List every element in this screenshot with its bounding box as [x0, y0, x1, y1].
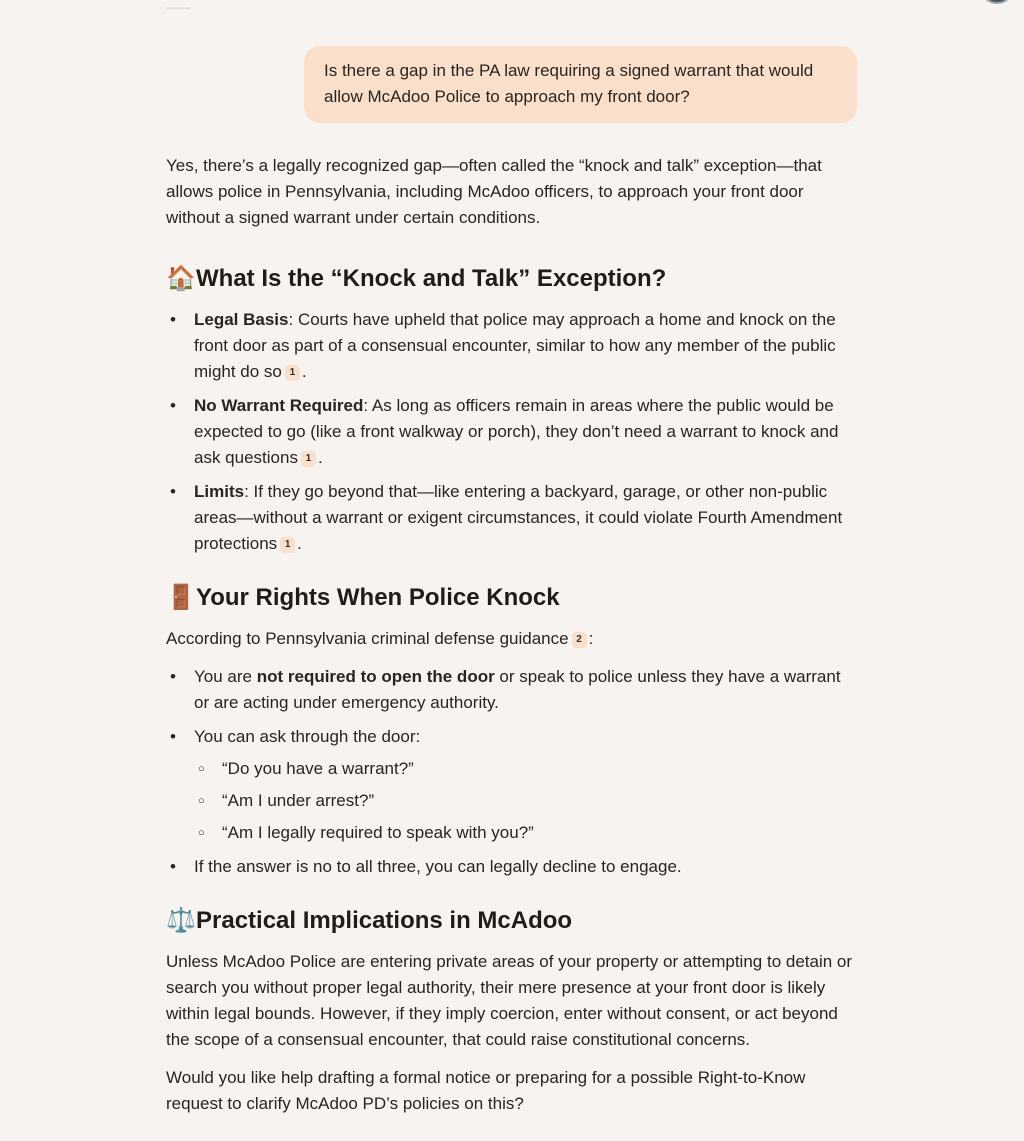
avatar[interactable] — [980, 0, 1014, 4]
list-item — [166, 393, 858, 471]
list-item — [166, 479, 858, 557]
section-heading-your-rights — [166, 582, 858, 614]
practical-implications-body: Unless McAdoo Police are entering private areas of your property or attempting to detain or search you without proper legal authority, their mere presence at your front door is likely within legal bounds. However, if they imply coercion, enter without consent, or act beyond the scope of a consensual encounter, that could raise constitutional concerns. — [166, 952, 853, 1049]
rights-lead-end: : — [588, 629, 594, 648]
section-title: Your Rights When Police Knock — [196, 584, 560, 611]
list-item-text: If the answer is no to all three, you can legally decline to engage. — [194, 857, 682, 876]
list-item-end: . — [301, 362, 307, 381]
list-item — [166, 854, 858, 880]
list-item-text: You are — [194, 667, 257, 686]
assistant-answer — [166, 153, 858, 1117]
list-item-text: : As long as officers remain in areas where the public would be expected to go (like a front walkway or porch), they don’t need a warrant to knock and ask questions — [194, 396, 839, 467]
list-item-bold: Limits — [194, 482, 245, 501]
scales-icon: ⚖️ — [166, 907, 196, 934]
user-message-bubble — [304, 46, 857, 123]
section-heading-knock-and-talk — [166, 263, 858, 295]
list-item-bold: No Warrant Required — [194, 396, 364, 415]
rights-lead — [166, 626, 858, 652]
list-item-text: : Courts have upheld that police may approach a home and knock on the front door as part of a consensual encounter, similar to how any member of the public might do so — [194, 310, 836, 381]
sub-list-item: ○ “Do you have a warrant?” — [194, 756, 858, 782]
list-item-end: . — [297, 534, 302, 553]
answer-intro: Yes, there’s a legally recognized gap—often called the “knock and talk” exception—that allows police in Pennsylvania, including McAdoo officers, to approach your front door without a signed warrant under certain conditions. — [166, 156, 822, 227]
rights-lead-text: According to Pennsylvania criminal defense guidance — [166, 629, 569, 648]
list-item-text: or speak to police unless they have a warrant or are acting under emergency authority. — [194, 667, 841, 712]
list-item-text: You can ask through the door: — [194, 727, 421, 746]
citation-badge[interactable]: 1 — [280, 537, 295, 553]
questions-sublist — [194, 756, 858, 846]
door-icon: 🚪 — [166, 584, 196, 611]
faint-header-text: —— — [166, 0, 190, 12]
user-message-text: Is there a gap in the PA law requiring a signed warrant that would allow McAdoo Police to approach my front door? — [324, 61, 814, 106]
knock-and-talk-list — [166, 307, 858, 557]
list-item-bold: not required to open the door — [256, 667, 495, 686]
sub-list-item: ○ “Am I under arrest?” — [194, 788, 858, 814]
list-item — [166, 307, 858, 385]
citation-badge[interactable]: 2 — [572, 632, 587, 648]
list-item-end: . — [317, 448, 323, 467]
section-heading-practical-implications — [166, 905, 858, 937]
list-item — [166, 664, 858, 716]
rights-list — [166, 664, 858, 880]
list-item — [166, 724, 858, 846]
house-icon: 🏠 — [166, 265, 196, 292]
section-title: Practical Implications in McAdoo — [196, 907, 573, 934]
section-title: What Is the “Knock and Talk” Exception? — [196, 265, 667, 292]
citation-badge[interactable]: 1 — [301, 451, 316, 467]
sub-list-item: ○ “Am I legally required to speak with you?” — [194, 820, 858, 846]
closing-question: Would you like help drafting a formal notice or preparing for a possible Right-to-Know request to clarify McAdoo PD’s policies on this? — [166, 1068, 806, 1113]
list-item-bold: Legal Basis — [194, 310, 289, 329]
citation-badge[interactable]: 1 — [285, 365, 300, 381]
list-item-text: : If they go beyond that—like entering a backyard, garage, or other non-public areas—without a warrant or exigent circumstances, it could violate Fourth Amendment protections — [194, 482, 843, 553]
